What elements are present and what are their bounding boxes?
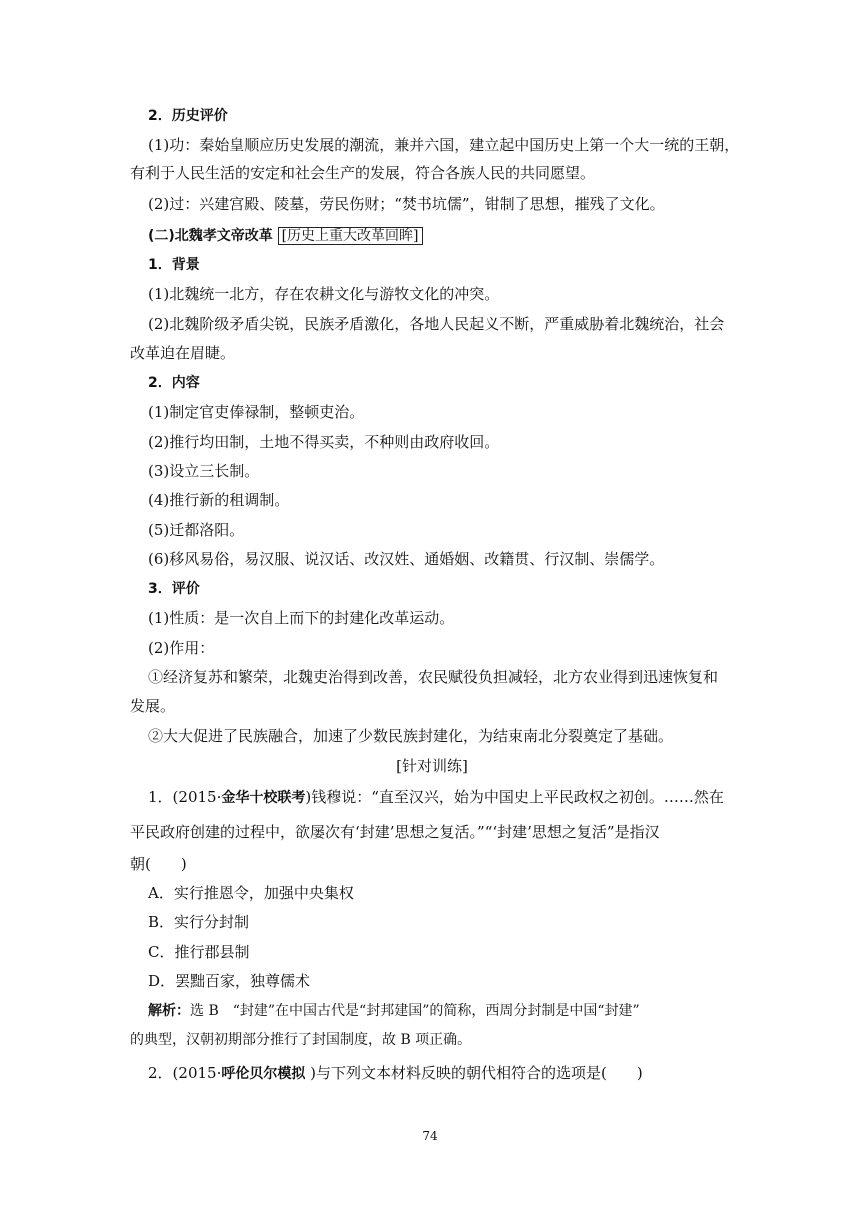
background-item-2-line2: 改革迫在眉睫。 (130, 344, 236, 362)
section-title: (二)北魏孝文帝改革 (148, 228, 273, 244)
evaluation-nature: (1)性质：是一次自上而下的封建化改革运动。 (148, 609, 455, 627)
paragraph-merit-line2: 有利于人民生活的安定和社会生产的发展，符合各族人民的共同愿望。 (130, 164, 596, 182)
question-2-text: )与下列文本材料反映的朝代相符合的选项是( ) (305, 1064, 643, 1082)
paragraph-fault: (2)过：兴建宫殿、陵墓，劳民伤财；“焚书坑儒”，钳制了思想，摧残了文化。 (148, 195, 665, 213)
background-item-1: (1)北魏统一北方，存在农耕文化与游牧文化的冲突。 (148, 285, 500, 303)
training-heading: [针对训练] (396, 757, 468, 775)
section-tag-box: [历史上重大改革回眸] (278, 227, 423, 245)
evaluation-effect-1-line2: 发展。 (130, 697, 176, 715)
question-1-option-a: A．实行推恩令，加强中央集权 (148, 884, 354, 902)
content-item-6: (6)移风易俗，易汉服、说汉话、改汉姓、通婚姻、改籍贯、行汉制、崇儒学。 (148, 550, 665, 568)
subheading-evaluation: 3．评价 (148, 581, 200, 597)
content-item-5: (5)迁都洛阳。 (148, 521, 245, 539)
subheading-content: 2．内容 (148, 375, 200, 391)
question-1-line2: 平民政府创建的过程中，欲屡次有‘封建’思想之复活。”“‘封建’思想之复活”是指汉 (130, 823, 660, 841)
evaluation-effect-1-line1: ①经济复苏和繁荣，北魏吏治得到改善，农民赋役负担减轻，北方农业得到迅速恢复和 (148, 668, 719, 686)
question-1-line1 (148, 787, 752, 808)
question-2-number: 2．(2015· (148, 1064, 222, 1082)
question-1-option-c: C．推行郡县制 (148, 943, 250, 961)
page-number: 74 (422, 1129, 438, 1143)
evaluation-effect-label: (2)作用： (148, 639, 215, 657)
evaluation-effect-2: ②大大促进了民族融合，加速了少数民族封建化，为结束南北分裂奠定了基础。 (148, 727, 674, 745)
question-2-line1 (148, 1063, 752, 1084)
subheading-background: 1．背景 (148, 257, 200, 273)
question-1-line3: 朝( ) (130, 855, 187, 873)
background-item-2-line1: (2)北魏阶级矛盾尖锐，民族矛盾激化，各地人民起义不断，严重威胁着北魏统治，社会 (148, 315, 725, 333)
question-1-number: 1．(2015· (148, 788, 222, 806)
question-2-source: 呼伦贝尔模拟 (221, 1066, 306, 1082)
question-1-option-b: B．实行分封制 (148, 913, 250, 931)
section-heading-historical-evaluation: 2．历史评价 (148, 108, 228, 124)
content-item-3: (3)设立三长制。 (148, 462, 260, 480)
paragraph-merit-line1: (1)功：秦始皇顺应历史发展的潮流，兼并六国，建立起中国历史上第一个大一统的王朝， (148, 136, 740, 154)
content-item-1: (1)制定官吏俸禄制，整顿吏治。 (148, 403, 365, 421)
section-heading-beiwei-reform (148, 225, 752, 246)
answer-analysis-label: 解析： (148, 1003, 190, 1019)
question-1-source: 金华十校联考 (221, 790, 306, 806)
content-item-2: (2)推行均田制，土地不得买卖，不种则由政府收回。 (148, 433, 500, 451)
question-1-option-d: D．罢黜百家，独尊儒术 (148, 972, 311, 990)
question-1-text: )钱穆说：“直至汉兴，始为中国史上平民政权之初创。……然在 (305, 788, 724, 806)
content-item-4: (4)推行新的租调制。 (148, 491, 290, 509)
answer-analysis-line1 (148, 1001, 752, 1021)
answer-analysis-text: 选 B “封建”在中国古代是“封邦建国”的简称，西周分封制是中国“封建” (190, 1003, 640, 1019)
answer-analysis-line2: 的典型，汉朝初期部分推行了封国制度，故 B 项正确。 (130, 1032, 472, 1048)
